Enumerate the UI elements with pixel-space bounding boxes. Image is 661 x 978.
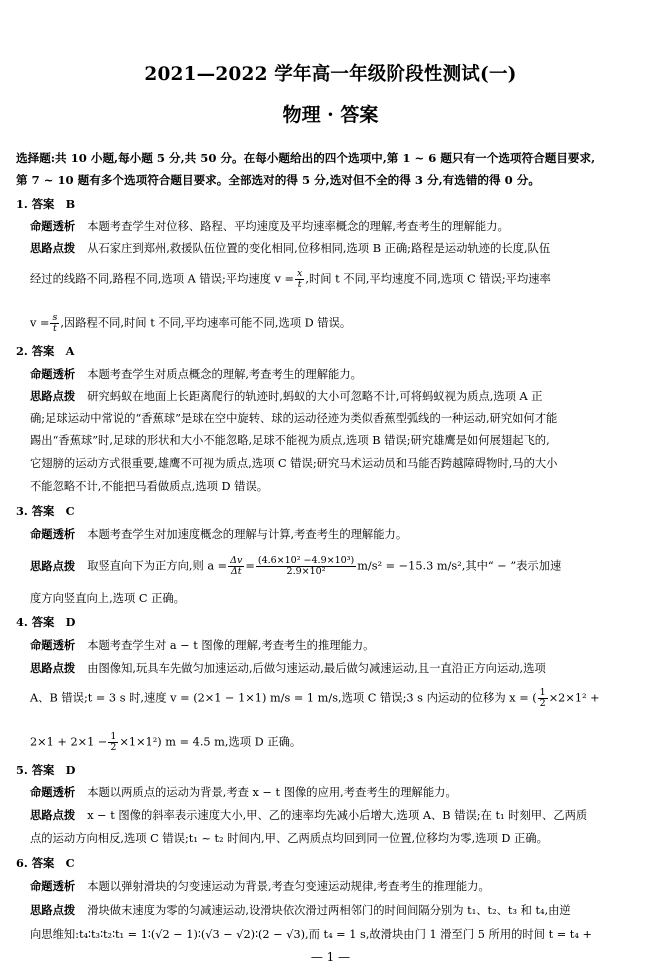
q6-silu-line-2: 向思维知:t₄∶t₃∶t₂∶t₁ = 1∶(√2 − 1)∶(√3 − √2)∶(2 − √3),而 t₄ = 1 s,故滑块由门 1 滑至门 5 所用的时间 t = t₄ + xyxy=(30,928,592,941)
q3-fraction-dv-dt xyxy=(228,556,244,577)
q4-silu-line-1 xyxy=(30,660,546,676)
q4-answer: 4. 答案 D xyxy=(16,615,76,629)
q2-silu-label: 思路点拨 xyxy=(30,389,76,403)
q2-silu-line-4: 它翅膀的运动方式很重要,雄鹰不可视为质点,选项 C 错误;研究马术运动员和马能否跨越障碍物时,马的大小 xyxy=(30,457,558,470)
q1-silu-line-3 xyxy=(30,313,351,334)
frac-num: s xyxy=(52,312,58,323)
page-title: 2021—2022 学年高一年级阶段性测试(一) xyxy=(144,64,517,85)
frac-num: x xyxy=(297,268,303,279)
q3-silu-text-1b: m/s² = −15.3 m/s²,其中“ − ”表示加速 xyxy=(357,559,562,573)
q3-silu-text-1a: 取竖直向下为正方向,则 a = xyxy=(87,559,228,573)
q5-mingti xyxy=(30,784,457,800)
q2-silu-line-1 xyxy=(30,388,543,404)
frac-den: 2 xyxy=(110,742,117,753)
q4-fraction-half-1 xyxy=(538,688,548,709)
q5-mingti-label: 命题透析 xyxy=(30,785,76,799)
q2-silu-text-1: 研究蚂蚁在地面上长距离爬行的轨迹时,蚂蚁的大小可忽略不计,可将蚂蚁视为质点,选项 A 正 xyxy=(87,390,543,403)
q3-fraction-values xyxy=(256,556,356,577)
q4-mingti xyxy=(30,637,374,653)
q4-silu-label: 思路点拨 xyxy=(30,661,76,675)
q5-mingti-text: 本题以两质点的运动为背景,考查 x − t 图像的应用,考查考生的理解能力。 xyxy=(87,786,457,799)
intro-line-1: 选择题:共 10 小题,每小题 5 分,共 50 分。在每小题给出的四个选项中,第 1 ~ 6 题只有一个选项符合题目要求, xyxy=(16,151,596,165)
q2-mingti-label: 命题透析 xyxy=(30,367,76,381)
q2-silu-line-5: 不能忽略不计,不能把马看做质点,选项 D 错误。 xyxy=(30,480,269,493)
q3-equals: = xyxy=(245,559,255,573)
q4-silu-text-2b: ×2×1² + xyxy=(548,691,600,705)
q5-silu-line-1 xyxy=(30,807,587,823)
q1-silu-text-2a: 经过的线路不同,路程不同,选项 A 错误;平均速度 v = xyxy=(30,272,295,286)
q1-fraction-s-over-t xyxy=(50,313,59,334)
q4-silu-text-1: 由图像知,玩具车先做匀加速运动,后做匀速运动,最后做匀减速运动,且一直沿正方向运动,选项 xyxy=(87,662,546,675)
frac-den: 2 xyxy=(539,698,546,709)
q3-mingti xyxy=(30,526,407,542)
q1-silu-text-2b: ,时间 t 不同,平均速度不同,选项 C 错误;平均速率 xyxy=(305,272,551,286)
q5-silu-line-2: 点的运动方向相反,选项 C 错误;t₁ ~ t₂ 时间内,甲、乙两质点均回到同一位置,位移均为零,选项 D 正确。 xyxy=(30,832,548,845)
frac-den: 2.9×10² xyxy=(286,566,326,577)
q5-silu-text-1: x − t 图像的斜率表示速度大小,甲、乙的速率均先减小后增大,选项 A、B 错误;在 t₁ 时刻甲、乙两质 xyxy=(87,809,588,822)
q6-silu-text-1: 滑块做末速度为零的匀减速运动,设滑块依次滑过两相邻门的时间间隔分别为 t₁、t₂、t₃ 和 t₄,由逆 xyxy=(87,904,571,917)
q1-silu-text-1: 从石家庄到郑州,救援队伍位置的变化相同,位移相同,选项 B 正确;路程是运动轨迹的长度,队伍 xyxy=(87,242,551,255)
q2-answer: 2. 答案 A xyxy=(16,344,75,358)
q2-silu-line-3: 踢出“香蕉球”时,足球的形状和大小不能忽略,足球不能视为质点,选项 B 错误;研究雄鹰是如何展翅起飞的, xyxy=(30,434,550,447)
q2-silu-line-2: 确;足球运动中常说的“香蕉球”是球在空中旋转、球的运动径迹为类似香蕉型弧线的一种运动,研究如何才能 xyxy=(30,412,558,425)
frac-num: Δv xyxy=(230,555,243,566)
q1-answer: 1. 答案 B xyxy=(16,197,76,211)
q2-mingti-text: 本题考查学生对质点概念的理解,考查考生的理解能力。 xyxy=(87,368,362,381)
q1-silu-line-1 xyxy=(30,240,550,256)
q4-mingti-text: 本题考查学生对 a − t 图像的理解,考查考生的推理能力。 xyxy=(87,639,375,652)
q6-mingti-label: 命题透析 xyxy=(30,879,76,893)
q1-mingti-text: 本题考查学生对位移、路程、平均速度及平均速率概念的理解,考查考生的理解能力。 xyxy=(87,220,509,233)
q3-mingti-label: 命题透析 xyxy=(30,527,76,541)
q4-silu-line-3 xyxy=(30,732,301,753)
q4-silu-text-3b: ×1×1²) m = 4.5 m,选项 D 正确。 xyxy=(119,735,302,749)
q6-mingti xyxy=(30,878,490,894)
q3-silu-line-1 xyxy=(30,556,561,577)
q3-silu-label: 思路点拨 xyxy=(30,558,76,573)
q1-fraction-x-over-t xyxy=(295,269,304,290)
q4-mingti-label: 命题透析 xyxy=(30,638,76,652)
q4-fraction-half-2 xyxy=(108,732,118,753)
intro-line-2: 第 7 ~ 10 题有多个选项符合题目要求。全部选对的得 5 分,选对但不全的得 3 分,有选错的得 0 分。 xyxy=(16,173,540,187)
frac-num: 1 xyxy=(110,731,117,742)
q2-mingti xyxy=(30,366,362,382)
q4-silu-text-2a: A、B 错误;t = 3 s 时,速度 v = (2×1 − 1×1) m/s = 1 m/s,选项 C 错误;3 s 内运动的位移为 x = ( xyxy=(30,691,537,705)
q1-mingti xyxy=(30,218,509,234)
q1-silu-text-3b: ,因路程不同,时间 t 不同,平均速率可能不同,选项 D 错误。 xyxy=(60,316,352,330)
q1-mingti-label: 命题透析 xyxy=(30,219,76,233)
frac-den: t xyxy=(297,279,302,290)
frac-den: t xyxy=(52,323,57,334)
q4-silu-line-2 xyxy=(30,688,600,709)
q1-silu-line-2 xyxy=(30,269,551,290)
q6-mingti-text: 本题以弹射滑块的匀变速运动为背景,考查匀变速运动规律,考查考生的推理能力。 xyxy=(87,880,490,893)
page-subtitle: 物理 · 答案 xyxy=(282,104,379,126)
q1-silu-text-3a: v = xyxy=(30,316,50,330)
q1-silu-label: 思路点拨 xyxy=(30,241,76,255)
frac-num: 1 xyxy=(539,687,546,698)
q3-mingti-text: 本题考查学生对加速度概念的理解与计算,考查考生的理解能力。 xyxy=(87,528,408,541)
q5-silu-label: 思路点拨 xyxy=(30,808,76,822)
frac-num: (4.6×10² −4.9×10³) xyxy=(257,555,355,566)
page-number: — 1 — xyxy=(310,950,351,964)
q3-silu-line-2: 度方向竖直向上,选项 C 正确。 xyxy=(30,592,185,605)
q6-silu-line-1 xyxy=(30,902,571,918)
frac-den: Δt xyxy=(230,566,242,577)
q5-answer: 5. 答案 D xyxy=(16,763,76,777)
q6-silu-label: 思路点拨 xyxy=(30,903,76,917)
q6-answer: 6. 答案 C xyxy=(16,856,75,870)
q3-answer: 3. 答案 C xyxy=(16,504,75,518)
q4-silu-text-3a: 2×1 + 2×1 − xyxy=(30,735,108,749)
